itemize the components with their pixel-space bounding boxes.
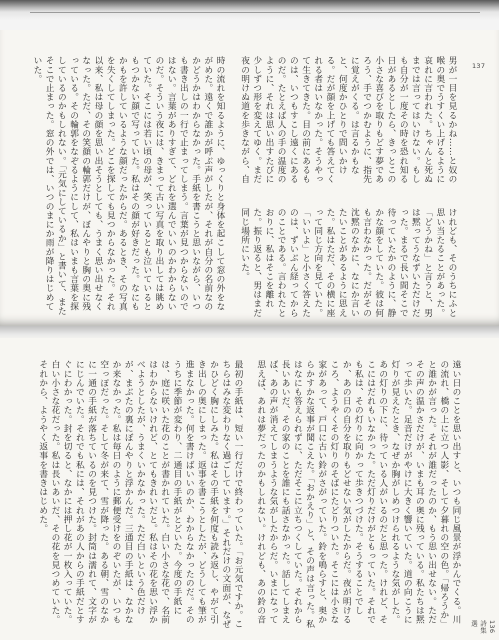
upper-page-block-top-left (238, 56, 458, 186)
lower-page-block-right (24, 360, 244, 630)
upper-page-block-right-text: 時の流れを知るように、ゆっくりと身体を起こして窓の外をながめた。遠くで誰かが呼ぶ声がしたが、それが自分の名前なのかどうかはわからなかった。手紙を書こうと思いながら、いつも書き出しの一行で止まってしまう。言葉が見つからないのではない。言葉がありすぎて、どれを選んでいいのかわからないのだ。そういう夜には、きまって古い写真を取り出しては眺めていた。そこには若い頃の母が、笑っているとも泣いているともつかない顔で写っていた。私はその顔が好きだった。なにもかもを許しているような顔だったからだ。あるとき、その写真を失くしてしまった。どこを探しても見つからなかった。それ以来、私は母の顔を思い出そうとしても、うまく思い出せなくなった。ただ、その笑顔の輪郭だけが、ぼんやりと胸の奥に残っている。その輪郭をなぞるようにして、私はいまも言葉を探しているのかもしれない。「元気にしているか」と書いて、またそこで止まった。窓の外では、いつのまにか雨が降りはじめていた。 (31, 56, 225, 316)
page-number-top: 137 (472, 62, 486, 70)
page-number-bottom: 136 詩集選 (470, 620, 496, 634)
upper-page-block-top-left-text: 男が一目を見るかね……と奴の喉の奥でうすくい上げるように哀れに言われた。ちゃんと死ぬまでは言ってはいけない。もしも自分が一度その時を恐れ知る日があるとしたら、きっとこの小さな喜びを取りもどす夢であろう、手でつかむように、指先に覚えがくる。は言るかもなと、何度かひとりで問いかける。だが顔を上げても答えてくれる者はいなかった。そうやって生きてきた。目の前にあるものは、いつもすこし遠くにあるのだ。たとえば人の手の温度のように、それは思い出すたびに少しずつ形を変えてゆく。まだ夜の明けぬ道を歩きながら、自 (239, 56, 457, 184)
lower-page-block-right-text: 最初の手紙は、短い一行だけで終わっていた。「お元気ですか。こちらはみな変わりなく過ごしています。」それだけの文面が、なぜかひどく胸にしみた。私はその手紙を何度も読み返し、やがて引き出しの奥にしまった。返事を書こうとしたが、どうしても筆が進まなかった。何を書けばいいのか、わからなかったのだ。そのうちに季節が変わり、二通目の手紙がとどいた。今度の手紙には、庭に咲いた花のことが書かれていた。白い小さな花で、名前はわからないけれど、とてもきれいだと。私はその花を思い浮かべようとしたが、うまくいかなかった。ただ白いという色だけが、まぶたの裏にぼんやりと浮かんだ。三通目の手紙は、なかなか来なかった。私は毎日のように郵便受けをのぞいたが、いつも空っぽだった。そして冬が来て、雪が降った。ある朝、雪のなかに一通の手紙が落ちているのを見つけた。封筒は濡れて、文字がにじんでいた。それでも私には、それがあの人からの手紙だとすぐにわかった。封を切ると、なかには押し花が一枚入っていた。白い小さな花だった。私は長いあいだ、その花を見つめていた。それから、ようやく返事を書きはじめた。 (37, 360, 243, 629)
upper-page (0, 30, 499, 326)
lower-page-block-left-text: 遠い日のことを思い出すと、いつも同じ風景が浮かんでくる。川の流れ、橋の上に立つ人影、そして夕暮れの空の色。「帰ろうか」と誰かが言った。それが誰だったのか、もう思い出せない。ただその声の温かさだけが、いまも耳の奥に残っている。私たちは黙って歩いた。足音だけがやけに大きく響いていた。道の向こうに灯りが見えたとき、なぜか胸がしめつけられるような気がした。あの灯りの下に、待っている人がいるのだと思った。けれど、そこにはだれもいなかった。ただ灯りだけがともっていた。それでも私は、その灯りに向かって歩きつづけた。そうすることでしか、あの日の自分を取りもどせない気がしたからだ。夜が明けるころ、ようやくその灯りのそばにたどりついた。そこには小さな家があって、戸口に古い鈴がさがっていた。鈴を鳴らすと、奥からかすかな返事が聞こえた。「おかえり」と、その声は言った。私はなにも答えられずに、ただそこに立ちつくしていた。それから長いあいだ、その家のことを誰にも話さなかった。話してしまえば、あの声が消えてしまうような気がしたからだ。いまになって思えば、あれは夢だったのかもしれない。けれども、あの鈴の音 (256, 360, 461, 629)
upper-page-block-right (30, 56, 226, 318)
upper-page-block-bottom-left (238, 208, 458, 320)
lower-page-block-left (256, 360, 462, 630)
lower-page (0, 338, 499, 640)
upper-page-block-bottom-left-text: けれども、そのうちにふと思い当たることがあった。「どうかね」と言うと、男は黙ってうなずいただけだった。まるで長い間そこで待っていたかのように、静かな顔をしていた。彼は何も言わなかった。だがその沈黙のなかに、なにか言いたいことがあるように思えた。私はただ、その横に座って同じ方向を見ていた。「いいよ」と小さく答えたのは、ずいぶん経ってからのことである。言われたとおりに、私はそこを離れた。振り返ると、男はまだ同じ場所にいた。 (239, 208, 457, 318)
